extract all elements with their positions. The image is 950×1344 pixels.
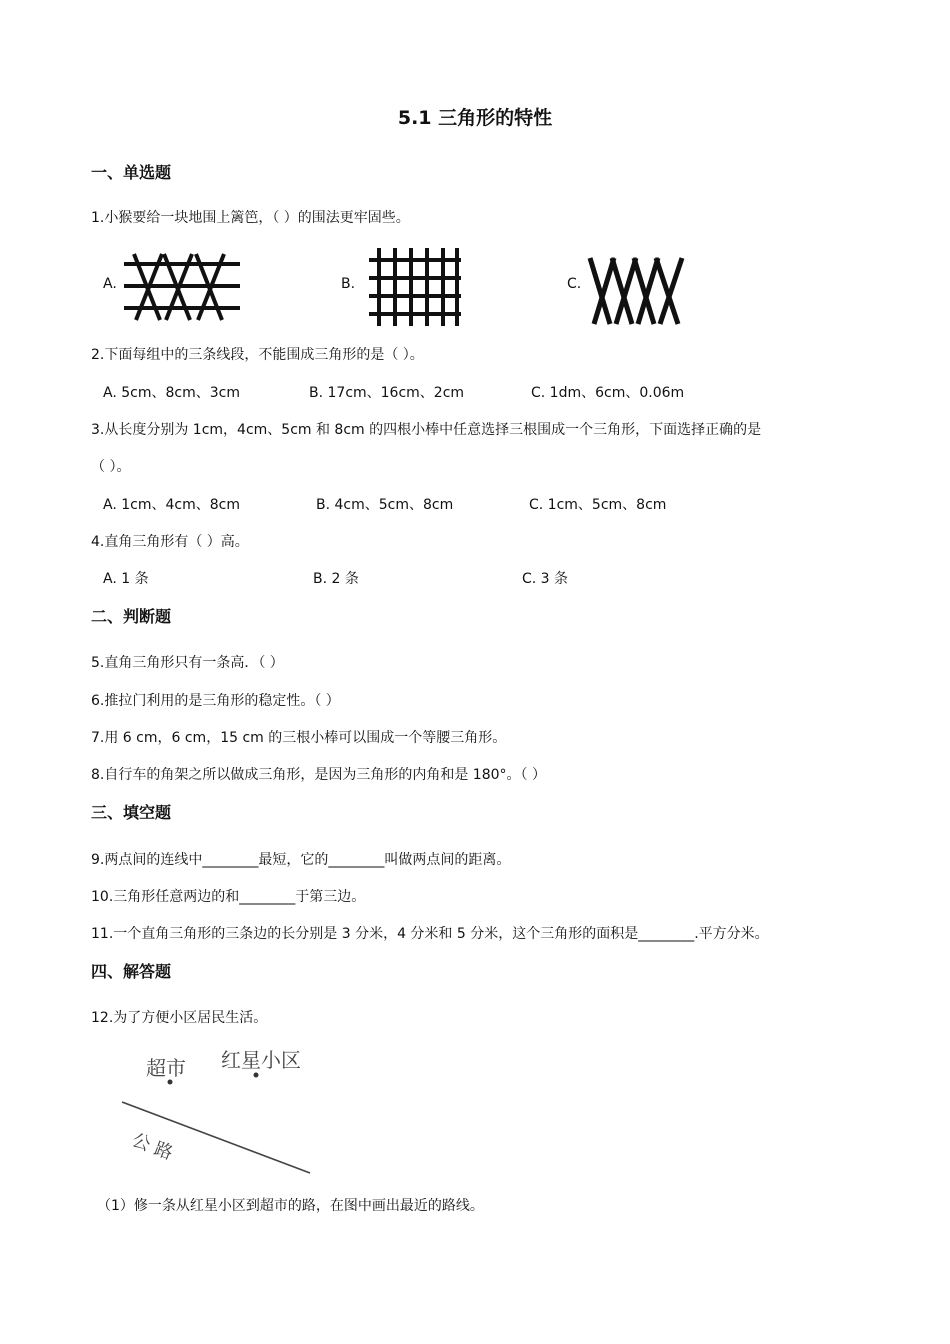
question-3-option-b: B. 4cm、5cm、8cm [316, 497, 454, 513]
question-2-option-a: A. 5cm、8cm、3cm [103, 385, 240, 401]
question-2-option-c: C. 1dm、6cm、0.06m [531, 385, 685, 401]
map-label-community: 红星小区 [221, 1048, 301, 1072]
question-12-text: 12.为了方便小区居民生活。 [91, 1010, 268, 1026]
question-6-text: 6.推拉门利用的是三角形的稳定性。（ ） [91, 693, 340, 709]
question-1-option-a-label: A. [103, 276, 117, 292]
question-1-option-c-label: C. [567, 276, 582, 292]
map-label-road: 公 路 [129, 1129, 176, 1165]
map-diagram [96, 1040, 346, 1180]
map-label-supermarket: 超市 [146, 1056, 186, 1080]
question-7-text: 7.用 6 cm，6 cm，15 cm 的三根小棒可以围成一个等腰三角形。 [91, 730, 507, 746]
question-11-text: 11.一个直角三角形的三条边的长分别是 3 分米，4 分米和 5 分米，这个三角形的面积是________.平方分米。 [91, 926, 769, 942]
map-drawing [96, 1040, 346, 1180]
question-4-option-b: B. 2 条 [313, 571, 359, 587]
question-4-option-a: A. 1 条 [103, 571, 149, 587]
fence-square-grid-image [367, 246, 463, 328]
fence-zigzag-image [586, 254, 686, 328]
question-1-option-b-label: B. [341, 276, 356, 292]
community-point [254, 1073, 259, 1078]
question-2-option-b: B. 17cm、16cm、2cm [309, 385, 465, 401]
question-4-text: 4.直角三角形有（ ）高。 [91, 534, 249, 550]
section-heading-fill-blank: 三、填空题 [91, 803, 172, 822]
question-1-text: 1.小猴要给一块地围上篱笆，（ ）的围法更牢固些。 [91, 210, 410, 226]
section-heading-single-choice: 一、单选题 [91, 163, 172, 182]
question-8-text: 8.自行车的角架之所以做成三角形，是因为三角形的内角和是 180°。（ ） [91, 767, 546, 783]
question-10-text: 10.三角形任意两边的和________于第三边。 [91, 889, 366, 905]
supermarket-point [168, 1080, 173, 1085]
question-3-text: 3.从长度分别为 1cm，4cm、5cm 和 8cm 的四根小棒中任意选择三根围成一个三角形，下面选择正确的是 [91, 422, 762, 438]
page-title: 5.1 三角形的特性 [397, 107, 553, 129]
question-5-text: 5.直角三角形只有一条高．（ ） [91, 655, 284, 671]
section-heading-true-false: 二、判断题 [91, 607, 172, 626]
fence-crossed-diagonal-image [120, 250, 244, 324]
question-3-text-continued: （ ）。 [91, 459, 131, 475]
question-9-text: 9.两点间的连线中________最短，它的________叫做两点间的距离。 [91, 852, 511, 868]
question-2-text: 2.下面每组中的三条线段，不能围成三角形的是（ ）。 [91, 347, 424, 363]
question-12-sub-1: （1）修一条从红星小区到超市的路，在图中画出最近的路线。 [97, 1198, 484, 1214]
question-3-option-a: A. 1cm、4cm、8cm [103, 497, 240, 513]
section-heading-answer: 四、解答题 [91, 962, 172, 981]
question-4-option-c: C. 3 条 [522, 571, 569, 587]
question-3-option-c: C. 1cm、5cm、8cm [529, 497, 667, 513]
